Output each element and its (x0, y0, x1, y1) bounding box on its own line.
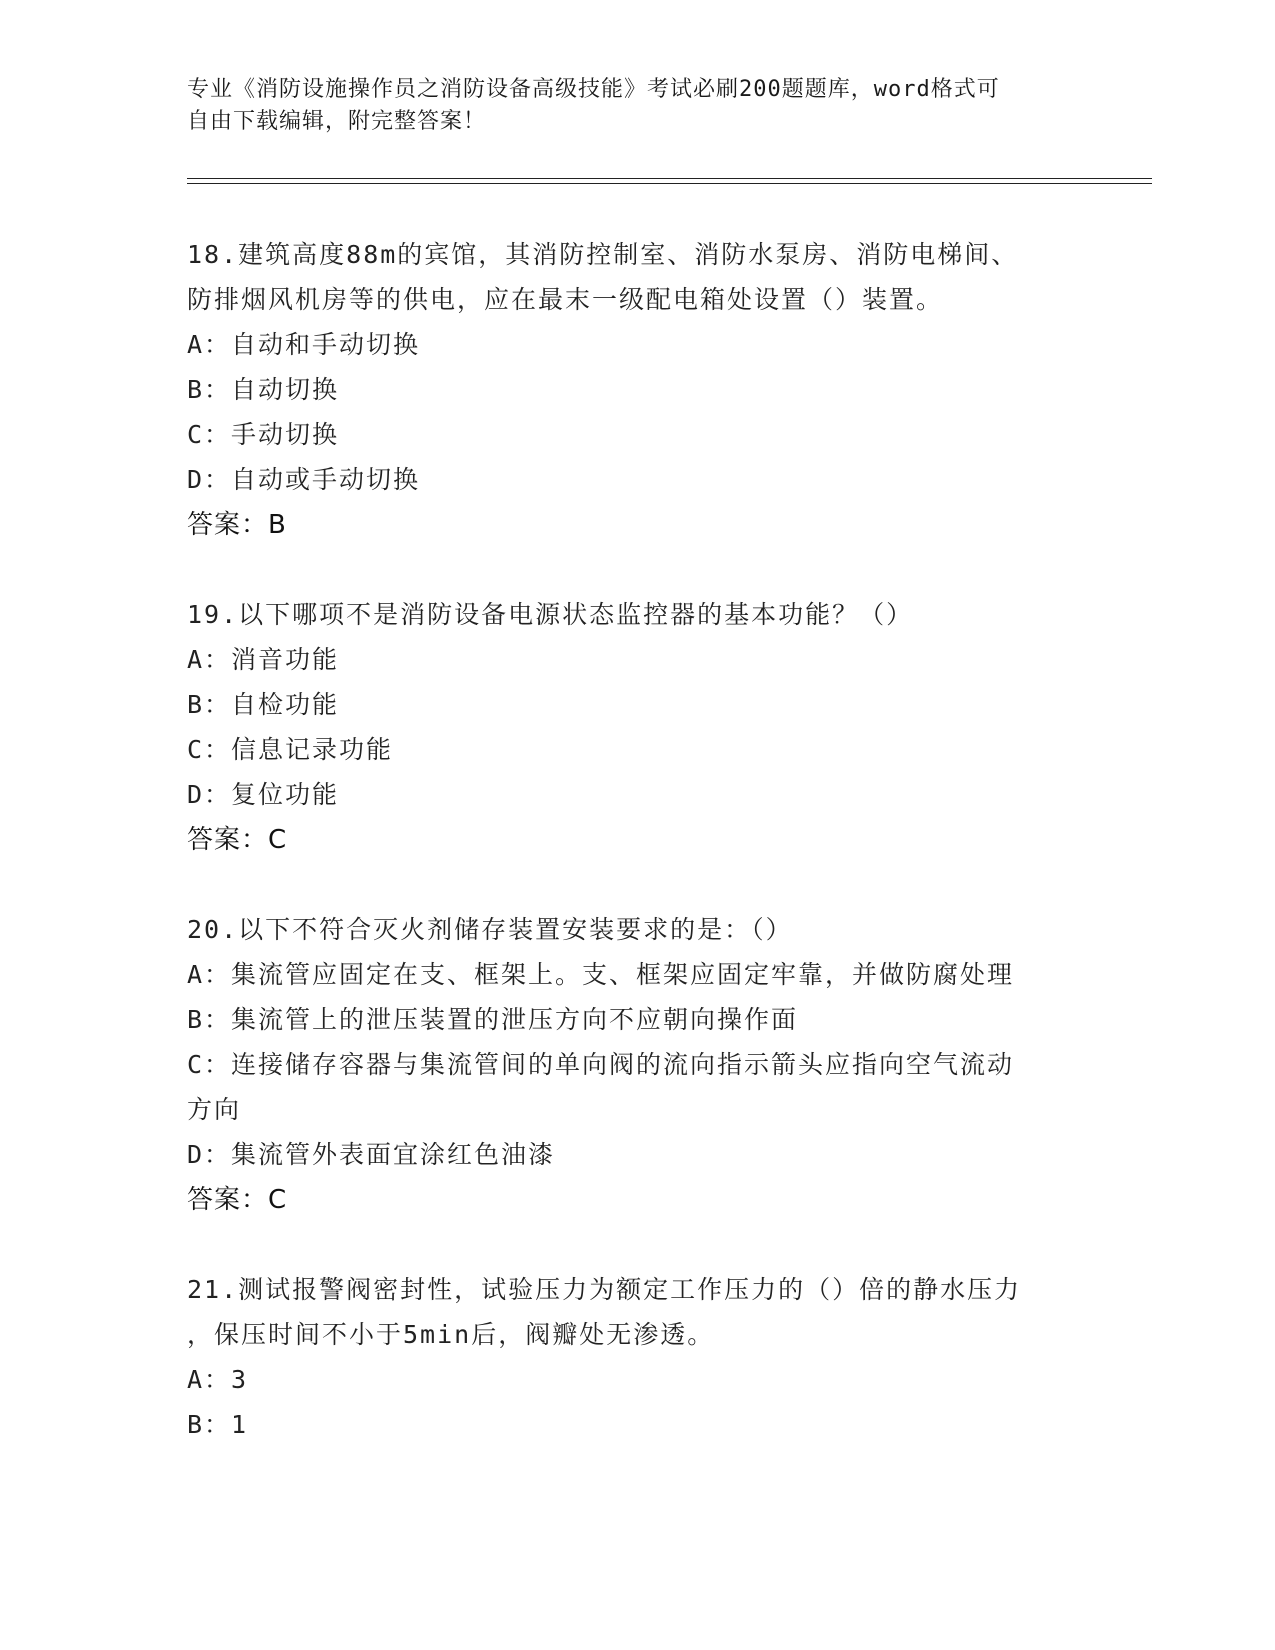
header-divider-top (187, 178, 1152, 179)
option-d: D：自动或手动切换 (187, 465, 421, 494)
question-20 (187, 907, 1087, 1223)
question-list (187, 232, 1087, 1447)
answer-label: 答案：C (187, 825, 288, 855)
option-a: A：3 (187, 1365, 249, 1394)
option-d: D：集流管外表面宜涂红色油漆 (187, 1140, 556, 1169)
option-a: A：消音功能 (187, 645, 340, 674)
question-18 (187, 232, 1087, 548)
option-c: C：信息记录功能 (187, 735, 394, 764)
answer-label: 答案：C (187, 1185, 288, 1215)
question-text-line: 防排烟风机房等的供电，应在最末一级配电箱处设置（）装置。 (187, 285, 944, 314)
option-a: A：集流管应固定在支、框架上。支、框架应固定牢靠，并做防腐处理 (187, 960, 1015, 989)
option-b: B：自动切换 (187, 375, 340, 404)
question-text-line: 20.以下不符合灭火剂储存装置安装要求的是：（） (187, 915, 793, 944)
answer-label: 答案：B (187, 510, 287, 540)
question-text-line: 21.测试报警阀密封性，试验压力为额定工作压力的（）倍的静水压力 (187, 1275, 1022, 1304)
option-c: C：连接储存容器与集流管间的单向阀的流向指示箭头应指向空气流动 (187, 1050, 1015, 1079)
document-header (187, 74, 1067, 138)
option-b: B：1 (187, 1410, 249, 1439)
header-line-1: 专业《消防设施操作员之消防设备高级技能》考试必刷200题题库，word格式可 (187, 77, 1000, 102)
header-line-2: 自由下载编辑，附完整答案！ (187, 109, 487, 134)
option-d: D：复位功能 (187, 780, 340, 809)
question-text-line: 18.建筑高度88m的宾馆，其消防控制室、消防水泵房、消防电梯间、 (187, 240, 1019, 269)
question-text-line: ，保压时间不小于5min后，阀瓣处无渗透。 (187, 1320, 715, 1349)
option-b: B：集流管上的泄压装置的泄压方向不应朝向操作面 (187, 1005, 799, 1034)
option-c-continuation: 方向 (187, 1095, 242, 1124)
option-a: A：自动和手动切换 (187, 330, 421, 359)
question-19 (187, 592, 1087, 863)
option-b: B：自检功能 (187, 690, 340, 719)
header-divider-bottom (187, 183, 1152, 184)
question-21 (187, 1267, 1087, 1447)
question-text-line: 19.以下哪项不是消防设备电源状态监控器的基本功能？（） (187, 600, 914, 629)
option-c: C：手动切换 (187, 420, 340, 449)
